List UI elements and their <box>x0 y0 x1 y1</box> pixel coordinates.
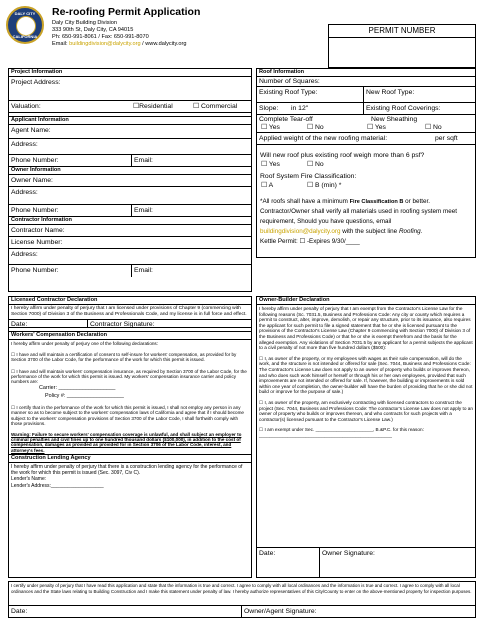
fire-class-options <box>257 181 475 191</box>
owner-email-field[interactable]: Email: <box>131 205 251 216</box>
policy-field[interactable]: Policy #: ___________________ <box>45 393 124 400</box>
licensed-contractor-text: I hereby affirm under penalty of perjury that I am licensed under provisions of Chapter 9 (commencing with Section 7000) of Division 3 of the Business and Professionals Code, and my license is in full force and effect. <box>11 306 247 317</box>
owner-builder-header: Owner-Builder Declaration <box>257 297 475 305</box>
applicant-address-field[interactable]: Address: <box>9 139 251 155</box>
owner-contact-row <box>9 205 251 217</box>
slope-unit: in 12" <box>291 105 309 112</box>
certification-text: I certify under penalty of perjury that I have read this application and state that the information is true and correct. I agree to comply with all local ordinances and the information is true and correct. I agree to comply with all local ordinances and the State laws relating to Building Construction and I make this statement under penalty of law. I hereby authorize representatives of this City/County to enter on the above-mentioned property for inspection purposes. <box>11 583 472 594</box>
workers-comp-header: Workers' Compensation Declaration <box>9 332 251 340</box>
contractor-address-field[interactable]: Address: <box>9 249 251 265</box>
existing-roof-type-field[interactable]: Existing Roof Type: <box>259 89 318 96</box>
owner-employees-option[interactable]: ☐ I, as owner of the property, or my employees with wages as their sole compensation, will do the work, and the structure is not intended or offered for sale (Sec. 7044, Business and Professions Code: The Contractor's License Law does not apply to an owner of property who builds or improves thereon, and who does such work himself or herself or through his or her own employees, provided that such improvements are not intended or offered for sale. If, however, the building or improvements is sold within one year of completion, the owner-builder will have the burden of providing that he or she did not build or improve for the purpose of sale.) <box>259 355 473 395</box>
department-address: 333 90th St, Daly City, CA 94015 <box>52 27 134 33</box>
header-block <box>52 20 187 48</box>
weight-field[interactable]: Applied weight of the new roofing material: <box>259 135 388 142</box>
slope-row <box>257 103 475 115</box>
licensed-contractor-header: Licensed Contractor Declaration <box>9 297 251 305</box>
valuation-row <box>9 101 251 113</box>
department-name: Daly City Building Division <box>52 20 117 26</box>
weight-row <box>257 133 475 145</box>
department-phone: Ph: 650-991-8061 / Fax: 650-991-8070 <box>52 34 149 40</box>
license-number-field[interactable]: License Number: <box>9 237 251 249</box>
carrier-field[interactable]: Carrier: ___________________ <box>39 385 116 392</box>
insurance-option[interactable]: ☐ I have and will maintain workers' compensation insurance, as required by Section 3700 of the Labor Code, for the performance of the work for which this permit is issued. My workers' compensation insurance carrier and policy numbers are: <box>11 368 247 385</box>
permit-number-field[interactable] <box>329 38 475 67</box>
owner-builder-sign-row <box>257 547 475 577</box>
squares-field[interactable]: Number of Squares: <box>257 77 475 87</box>
tearoff-yes[interactable]: ☐ Yes <box>261 124 280 131</box>
owner-signature-field[interactable]: Owner Signature: <box>319 548 475 577</box>
logo-top-text: DALY CITY <box>14 11 36 16</box>
sheathing-no[interactable]: ☐ No <box>425 124 442 131</box>
weight-no[interactable]: ☐ No <box>307 161 324 168</box>
tearoff-label: Complete Tear-off <box>259 116 313 123</box>
lending-body <box>9 463 251 490</box>
owner-builder-intro: I hereby affirm under penalty of perjury that I am exempt from the Contractor's License Law for the following reasons (Sc. 7031.5, Business and Professions Code: Any city or county which requires a permit to construct, alter, improve, demolish, or repair any structure, prior to its issuance, also requires the applicant for such permit to file a signed statement that he or she is licensed pursuant to the provisions of the Contractor's License Law (Chapter 9 commencing with Section 7000) of Division 3 of the Business and Professions Code) or that he or she is exempt therefrom and the basis for the alleged exemption. Any violations of Section 7031.5 by any applicant for a permit subjects the applicant to a civil penalty of not more than five hundred dollars ($500): <box>259 306 473 351</box>
project-address-field[interactable]: Project Address: <box>9 77 251 101</box>
weight-yes[interactable]: ☐ Yes <box>261 161 280 168</box>
per-sqft-label: per sqft <box>435 135 458 142</box>
contractor-name-field[interactable]: Contractor Name: <box>9 225 251 237</box>
class-a-checkbox[interactable]: ☐ A <box>261 182 274 189</box>
owner-builder-date-field[interactable]: Date: <box>259 550 276 557</box>
workers-comp-body <box>9 340 251 454</box>
lending-text: I hereby affirm under penalty of perjury that there is a construction lending agency for the performance of the work for which this permit is issued (Sec. 3097, Civ C). <box>11 463 243 477</box>
roof-type-row <box>257 87 475 103</box>
daly-city-logo <box>6 6 44 44</box>
owner-contracting-option[interactable]: ☐ I, as owner of the property, am exclusively contracting with licensed contractors to construct the project (Sec. 7044, Business and Professions Code: The contractor's License Law does not apply to an owner of property who builds or improves thereon, and who contracts for such projects with a contractor(s) licensed pursuant to the Contractor's License Law.) <box>259 399 473 422</box>
sheathing-yes[interactable]: ☐ Yes <box>367 124 386 131</box>
owner-agent-signature-field[interactable]: Owner/Agent Signature: <box>241 606 475 617</box>
contractor-email-field[interactable]: Email: <box>131 265 251 277</box>
tearoff-sheathing-row <box>257 115 475 133</box>
exempt-option[interactable]: ☐ I am exempt under Sec. ______________________, B.&P.C. for this reason: ___________________________________________________ <box>259 427 424 438</box>
class-b-checkbox[interactable]: ☐ B (min) * <box>307 182 342 189</box>
weight-answer <box>257 160 475 170</box>
fire-class-label: Roof System Fire Classification: <box>260 173 357 180</box>
website-text: / www.dalycity.org <box>140 41 187 47</box>
department-contact: Email: buildingdivision@dalycity.org / www.dalycity.org <box>52 41 187 47</box>
applicant-info-header: Applicant Information <box>9 117 251 125</box>
spacer <box>9 113 251 117</box>
roof-info-panel <box>256 68 476 258</box>
licensed-sign-row <box>9 319 251 328</box>
spacer <box>257 145 475 151</box>
logo-emblem <box>16 16 36 36</box>
contractor-signature-field[interactable]: Contractor Signature: <box>87 320 251 327</box>
certification-date-field[interactable]: Date: <box>11 608 28 615</box>
project-info-header: Project Information <box>9 69 251 77</box>
department-email-link[interactable]: buildingdivision@dalycity.org <box>69 41 141 47</box>
left-info-panel <box>8 68 252 292</box>
certification-sign-row <box>9 605 475 617</box>
applicant-phone-field[interactable]: Phone Number: <box>11 157 59 164</box>
lender-address-field[interactable]: Lender's Address:___________________ <box>11 482 104 489</box>
form-title: Re-roofing Permit Application <box>52 6 201 18</box>
workers-comp-warning: Warning: Failure to secure workers' compensation coverage is unlawful, and shall subject an employer to criminal penalties and civil fines up to one hundred thousand dollars ($100,000), in addition to the cost of compensation, damages as provided as provided for in Section 3706 of the Labor Code, interest, and attorney's fees. <box>11 432 242 453</box>
self-insure-option[interactable]: ☐ I have and will maintain a certification of consent to self-insure for workers' compensation, as provided for by Section 3700 of the Labor Code, for the performance of the work for which this permit is issued. <box>11 352 237 363</box>
roof-info-header: Roof Information <box>257 69 475 77</box>
logo-bottom-text: CALIFORNIA <box>12 34 38 39</box>
certification-panel <box>8 581 476 618</box>
valuation-field[interactable]: Valuation: <box>11 103 41 110</box>
declarations-panel <box>8 296 252 578</box>
kettle-permit[interactable]: Kettle Permit: ☐ -Expires 9/30/____ <box>260 238 360 245</box>
contractor-phone-field[interactable]: Phone Number: <box>11 267 59 274</box>
owner-phone-field[interactable]: Phone Number: <box>11 207 59 214</box>
owner-builder-panel <box>256 296 476 578</box>
fire-class-note: *All roofs shall have a minimum Fire Classification B or better. Contractor/Owner shall verify all materials used in roofing system meet requirement, Should you have questions, email buildingdivision@dalycity.org with the subject line Roofing. <box>260 198 458 235</box>
workers-intro: I hereby affirm under penalty of perjury one of the following declarations: <box>11 341 158 346</box>
contractor-contact-row <box>9 265 251 277</box>
sheathing-label: New Sheathing <box>371 116 418 123</box>
new-roof-type-field[interactable]: New Roof Type: <box>363 87 475 102</box>
roofing-email-link[interactable]: buildingdivision@dalycity.org <box>260 228 341 235</box>
spacer <box>9 328 251 332</box>
applicant-contact-row <box>9 155 251 167</box>
commercial-checkbox[interactable]: ☐ Commercial <box>193 103 238 110</box>
agent-name-field[interactable]: Agent Name: <box>9 125 251 139</box>
owner-info-header: Owner Information <box>9 167 251 175</box>
lending-agency-header: Construction Lending Agency <box>9 454 251 463</box>
permit-number-label: PERMIT NUMBER <box>329 25 475 38</box>
contractor-info-header: Contractor Information <box>9 217 251 225</box>
slope-field[interactable]: Slope: <box>259 105 279 112</box>
tearoff-no[interactable]: ☐ No <box>307 124 324 131</box>
coverings-field[interactable]: Existing Roof Coverings: <box>363 103 475 114</box>
no-employees-option[interactable]: ☐ I certify that in the performance of the work for which this permit is issued, I shall not employ any person in any manner so as to become subject to the workers' compensation laws of California and agree that if I should become subject to the workers' compensation provisions of Section 3700 of the Labor Code, I shall forthwith comply with those provisions. <box>11 405 244 426</box>
lender-name-field[interactable]: Lender's Name: <box>11 476 47 483</box>
residential-checkbox[interactable]: ☐Residential <box>133 103 173 110</box>
applicant-email-field[interactable]: Email: <box>131 155 251 166</box>
licensed-date-field[interactable]: Date: <box>11 321 28 328</box>
owner-address-field[interactable]: Address: <box>9 187 251 205</box>
permit-number-box <box>328 24 476 68</box>
owner-name-field[interactable]: Owner Name: <box>9 175 251 187</box>
owner-builder-body <box>257 305 475 439</box>
weight-question: Will new roof plus existing roof weigh more than 6 psf? <box>260 152 425 159</box>
